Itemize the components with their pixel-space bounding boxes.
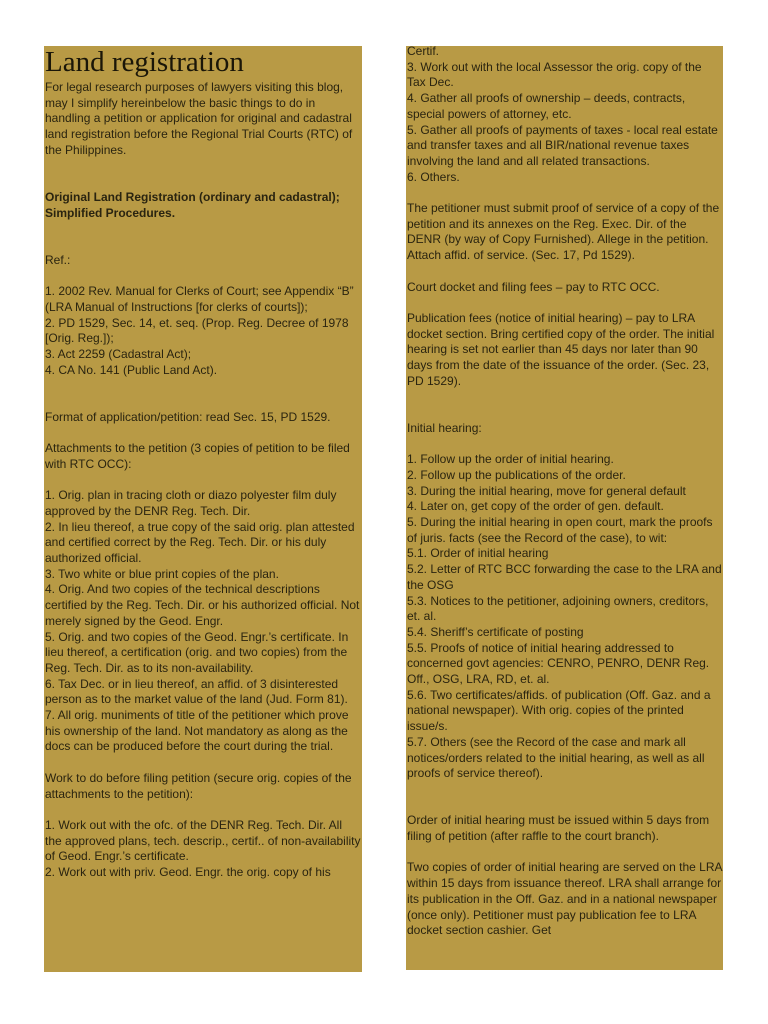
initial-hearing-item: 5.6. Two certificates/affids. of publication (Off. Gaz. and a national newspaper). With orig. copies of the printed issue/s. bbox=[407, 687, 711, 734]
document-title: Land registration bbox=[45, 46, 244, 78]
initial-hearing-item: 5.7. Others (see the Record of the case and mark all notices/orders related to the initial hearing, as well as all proofs of service thereof). bbox=[407, 734, 705, 781]
attachments-intro: Attachments to the petition (3 copies of petition to be filed with RTC OCC): bbox=[45, 441, 350, 471]
ref-item: 4. CA No. 141 (Public Land Act). bbox=[45, 362, 218, 377]
work-item: 3. Work out with the local Assessor the orig. copy of the Tax Dec. bbox=[407, 59, 702, 90]
work-intro: Work to do before filing petition (secure orig. copies of the attachments to the petition): bbox=[45, 770, 352, 801]
initial-hearing-item: 5.3. Notices to the petitioner, adjoining owners, creditors, et. al. bbox=[407, 593, 709, 624]
section-heading: Original Land Registration (ordinary and cadastral); bbox=[45, 189, 340, 204]
initial-hearing-item: 1. Follow up the order of initial hearing. bbox=[407, 452, 614, 467]
initial-hearing-item: 2. Follow up the publications of the order. bbox=[407, 467, 626, 482]
left-column bbox=[44, 46, 362, 972]
initial-hearing-item: 5.5. Proofs of notice of initial hearing addressed to concerned govt agencies: CENRO, PENRO, DENR Reg. Off., OSG, LRA, RD, et. al. bbox=[407, 640, 710, 687]
intro-paragraph: For legal research purposes of lawyers visiting this blog, may I simplify hereinbelow the basic things to do in handling a petition or application for original and cadastral land registration before the Regional Trial Courts (RTC) of the Philippines. bbox=[45, 80, 353, 157]
publication-paragraph: Publication fees (notice of initial hearing) – pay to LRA docket section. Bring certified copy of the order. The initial hearing is set not earlier than 45 days nor later than 90 days from the date of the issuance of the order. (Sec. 23, PD 1529). bbox=[407, 310, 715, 388]
work-item: 4. Gather all proofs of ownership – deeds, contracts, special powers of attorney, etc. bbox=[407, 91, 686, 121]
ref-item: 3. Act 2259 (Cadastral Act); bbox=[45, 346, 192, 361]
initial-hearing-item: 5.4. Sheriff’s certificate of posting bbox=[407, 624, 584, 639]
docket-paragraph: Court docket and filing fees – pay to RTC OCC. bbox=[407, 279, 660, 294]
attachment-item: 5. Orig. and two copies of the Geod. Engr.’s certificate. In lieu thereof, a certification (orig. and two copies) from the Reg. Tech. Dir. as to its non-availability. bbox=[45, 629, 349, 675]
attachment-item: 6. Tax Dec. or in lieu thereof, an affid. of 3 disinterested person as to the market value of the land (Jud. Form 81). bbox=[45, 676, 348, 707]
section-subheading: Simplified Procedures. bbox=[45, 205, 176, 220]
work-item: 5. Gather all proofs of payments of taxes - local real estate and transfer taxes and all BIR/national revenue taxes involving the land and all related transactions. bbox=[407, 122, 718, 168]
ref-label: Ref.: bbox=[45, 252, 71, 267]
initial-hearing-label: Initial hearing: bbox=[407, 420, 482, 435]
ref-item: 1. 2002 Rev. Manual for Clerks of Court; see Appendix “B” (LRA Manual of Instructions [for clerks of courts]); bbox=[45, 284, 354, 314]
attachment-item: 3. Two white or blue print copies of the plan. bbox=[45, 566, 279, 581]
ref-item: 2. PD 1529, Sec. 14, et. seq. (Prop. Reg. Decree of 1978 [Orig. Reg.]); bbox=[45, 315, 349, 346]
initial-hearing-item: 4. Later on, get copy of the order of gen. default. bbox=[407, 499, 664, 514]
attachment-item: 7. All orig. muniments of title of the petitioner which prove his ownership of the land. Not mandatory as along as the docs can be produced before the court during the trial. bbox=[45, 708, 349, 754]
attachment-item: 1. Orig. plan in tracing cloth or diazo polyester film duly approved by the DENR Reg. Tech. Dir. bbox=[45, 488, 337, 518]
format-paragraph: Format of application/petition: read Sec. 15, PD 1529. bbox=[45, 409, 331, 424]
initial-hearing-item: 5.2. Letter of RTC BCC forwarding the case to the LRA and the OSG bbox=[407, 562, 722, 592]
initial-hearing-item: 5.1. Order of initial hearing bbox=[407, 546, 549, 561]
work-item: 1. Work out with the ofc. of the DENR Reg. Tech. Dir. All the approved plans, tech. descrip., certif.. of non-availability of Geod. Engr.’s certificate. bbox=[45, 817, 361, 864]
order-issue-paragraph: Order of initial hearing must be issued within 5 days from filing of petition (after raffle to the court branch). bbox=[407, 813, 710, 844]
attachment-item: 2. In lieu thereof, a true copy of the said orig. plan attested and certified correct by the Reg. Tech. Dir. or his duly authorized official. bbox=[45, 519, 355, 565]
service-paragraph: The petitioner must submit proof of service of a copy of the petition and its annexes on the Reg. Exec. Dir. of the DENR (by way of Copy Furnished). Allege in the petition. Attach affid. of service. (Sec. 17, Pd 1529). bbox=[407, 201, 720, 263]
work-item: 2. Work out with priv. Geod. Engr. the orig. copy of his bbox=[45, 865, 331, 880]
work-item: 6. Others. bbox=[407, 169, 460, 184]
attachment-item: 4. Orig. And two copies of the technical descriptions certified by the Reg. Tech. Dir. or his authorized official. Not merely signed by the Geod. Engr. bbox=[45, 582, 360, 628]
initial-hearing-item: 5. During the initial hearing in open court, mark the proofs of juris. facts (see the Record of the case), to wit: bbox=[407, 515, 713, 545]
work-item: Certif. bbox=[407, 46, 440, 58]
initial-hearing-item: 3. During the initial hearing, move for general default bbox=[407, 483, 686, 498]
two-copies-paragraph: Two copies of order of initial hearing are served on the LRA within 15 days from issuance thereof. LRA shall arrange for its publication in the Off. Gaz. and in a national newspaper (once only). Petitioner must pay publication fee to LRA docket section cashier. Get bbox=[407, 860, 722, 938]
right-column bbox=[406, 46, 723, 970]
